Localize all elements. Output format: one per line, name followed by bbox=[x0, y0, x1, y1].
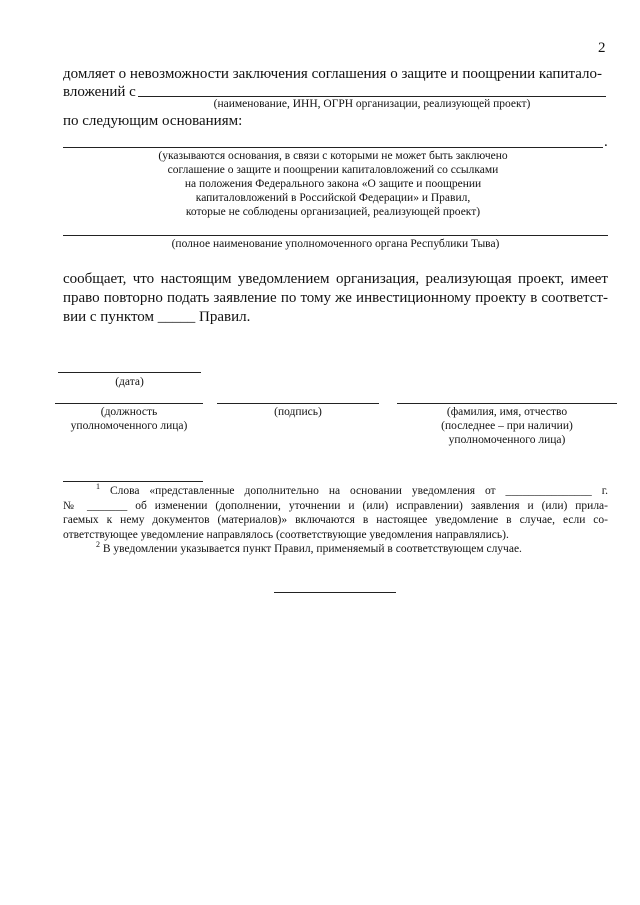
footnote-2-line bbox=[63, 542, 608, 557]
org-caption: (наименование, ИНН, ОГРН организации, реализующей проект) bbox=[213, 98, 531, 110]
footnote-2-mark: 2 bbox=[96, 540, 100, 550]
position-line bbox=[55, 403, 203, 404]
position-caption-line: (должность bbox=[100, 406, 158, 418]
footnote-1-line bbox=[63, 484, 608, 499]
notice-line: вии с пунктом _____ Правил. bbox=[63, 309, 251, 325]
authority-blank-line bbox=[63, 235, 608, 236]
date-caption: (дата) bbox=[115, 376, 144, 388]
grounds-blank-line bbox=[63, 147, 603, 148]
sign-line bbox=[217, 403, 379, 404]
name-caption bbox=[397, 405, 617, 447]
grounds-caption bbox=[63, 149, 603, 219]
footnote-separator bbox=[63, 481, 203, 482]
name-line bbox=[397, 403, 617, 404]
page-number: 2 bbox=[598, 40, 606, 56]
grounds-caption-line: (указываются основания, в связи с которыми не может быть заключено bbox=[158, 150, 508, 162]
body-line-3: по следующим основаниям: bbox=[63, 113, 243, 129]
position-caption bbox=[55, 405, 203, 433]
grounds-caption-line: капиталовложений в Российской Федерации» и Правил, bbox=[195, 192, 471, 204]
date-line bbox=[58, 372, 201, 373]
body-line-1: домляет о невозможности заключения соглашения о защите и поощрении капитало- bbox=[63, 66, 602, 82]
body-line-2: вложений с bbox=[63, 84, 136, 100]
grounds-line-end: . bbox=[604, 134, 608, 150]
notice-paragraph bbox=[63, 270, 608, 327]
sign-caption: (подпись) bbox=[274, 406, 322, 418]
footnote-1-line: № _______ об изменении (дополнении, уточнении и (или) исправлении) заявления и (или) прила- bbox=[63, 499, 608, 512]
position-caption-line: уполномоченного лица) bbox=[70, 420, 188, 432]
footnote-1-line: ответствующее уведомление направлялось (соответствующие уведомления направлялись). bbox=[63, 528, 509, 541]
name-caption-line: (последнее – при наличии) bbox=[441, 420, 573, 432]
name-caption-line: уполномоченного лица) bbox=[448, 434, 566, 446]
grounds-caption-line: на положения Федерального закона «О защите и поощрении bbox=[184, 178, 482, 190]
notice-line: сообщает, что настоящим уведомлением организация, реализующая проект, имеет bbox=[63, 271, 608, 287]
grounds-caption-line: которые не соблюдены организацией, реализующей проект) bbox=[185, 206, 481, 218]
end-rule bbox=[274, 592, 396, 593]
footnote-2-text: В уведомлении указывается пункт Правил, применяемый в соответствующем случае. bbox=[102, 543, 522, 555]
footnote-1-line: гаемых к нему документов (материалов)» включаются в настоящее уведомление в случае, если со- bbox=[63, 514, 608, 526]
authority-caption: (полное наименование уполномоченного органа Республики Тыва) bbox=[171, 238, 500, 250]
name-caption-line: (фамилия, имя, отчество bbox=[446, 406, 568, 418]
notice-line: право повторно подать заявление по тому же инвестиционному проекту в соответст- bbox=[63, 290, 608, 306]
footnote-1-text: Слова «представленные дополнительно на основании уведомления от _______________ г. bbox=[109, 485, 609, 497]
footnote-1-mark: 1 bbox=[96, 482, 100, 492]
grounds-caption-line: соглашение о защите и поощрении капиталовложений со ссылками bbox=[167, 164, 499, 176]
footnotes bbox=[63, 484, 608, 557]
